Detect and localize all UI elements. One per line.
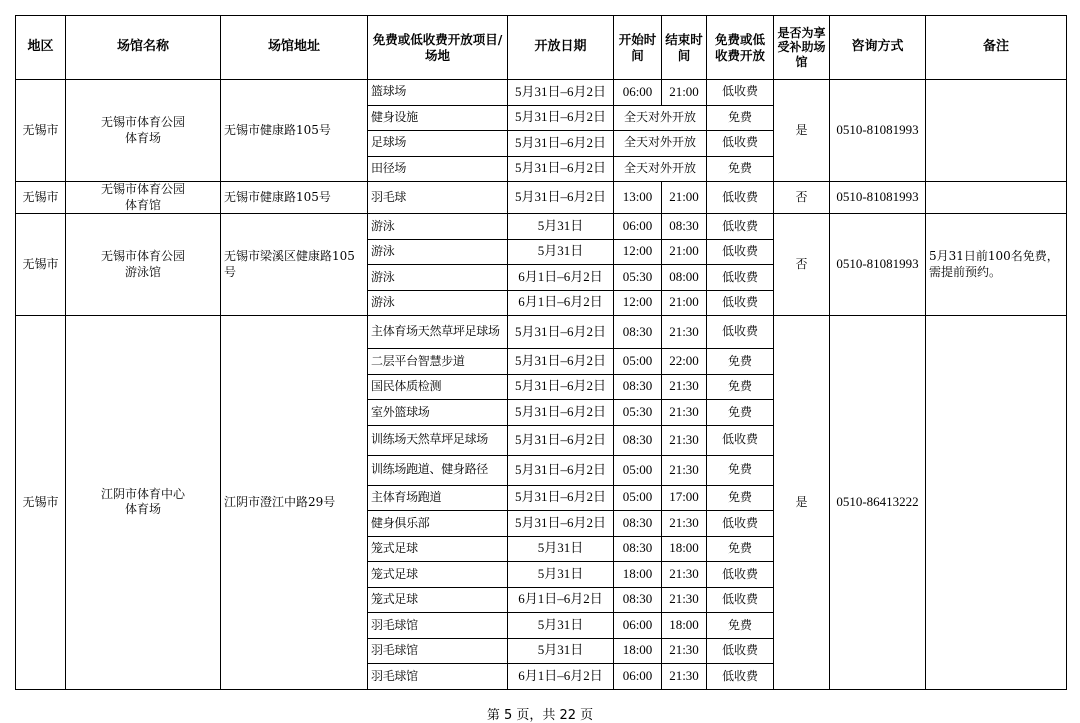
- table-body: [16, 80, 1067, 690]
- fee-type-cell: 免费: [707, 400, 774, 426]
- start-time-cell: 05:30: [614, 265, 662, 291]
- subsidy-cell: 否: [774, 182, 830, 214]
- project-cell: 笼式足球: [368, 562, 508, 588]
- open-date-cell: 5月31日: [508, 638, 614, 664]
- end-time-cell: 21:30: [662, 562, 707, 588]
- fee-type-cell: 低收费: [707, 80, 774, 106]
- open-date-cell: 5月31日–6月2日: [508, 400, 614, 426]
- open-date-cell: 5月31日–6月2日: [508, 316, 614, 349]
- project-cell: 主体育场跑道: [368, 485, 508, 511]
- end-time-cell: 21:30: [662, 374, 707, 400]
- end-time-cell: 21:00: [662, 239, 707, 265]
- region-cell: 无锡市: [16, 214, 66, 316]
- end-time-cell: 22:00: [662, 349, 707, 375]
- remark-cell: 5月31日前100名免费，需提前预约。: [926, 214, 1067, 316]
- region-cell: 无锡市: [16, 80, 66, 182]
- open-date-cell: 5月31日: [508, 562, 614, 588]
- start-time-cell: 12:00: [614, 290, 662, 316]
- fee-type-cell: 免费: [707, 536, 774, 562]
- table-row: [16, 80, 1067, 106]
- header-venue-name: 场馆名称: [66, 16, 221, 80]
- table-row: [16, 316, 1067, 349]
- open-date-cell: 5月31日–6月2日: [508, 80, 614, 106]
- project-cell: 笼式足球: [368, 536, 508, 562]
- project-cell: 主体育场天然草坪足球场: [368, 316, 508, 349]
- open-date-cell: 5月31日: [508, 536, 614, 562]
- end-time-cell: 17:00: [662, 485, 707, 511]
- contact-cell: 0510-81081993: [830, 214, 926, 316]
- fee-type-cell: 低收费: [707, 511, 774, 537]
- project-cell: 羽毛球馆: [368, 664, 508, 690]
- project-cell: 足球场: [368, 131, 508, 157]
- project-cell: 室外篮球场: [368, 400, 508, 426]
- start-time-cell: 08:30: [614, 374, 662, 400]
- start-time-cell: 06:00: [614, 80, 662, 106]
- end-time-cell: 21:30: [662, 400, 707, 426]
- subsidy-cell: 是: [774, 80, 830, 182]
- header-project: 免费或低收费开放项目/场地: [368, 16, 508, 80]
- header-fee-type: 免费或低收费开放: [707, 16, 774, 80]
- venue-name-cell: 无锡市体育公园 体育馆: [66, 182, 221, 214]
- contact-cell: 0510-86413222: [830, 316, 926, 690]
- open-date-cell: 5月31日: [508, 613, 614, 639]
- open-date-cell: 5月31日–6月2日: [508, 374, 614, 400]
- fee-type-cell: 低收费: [707, 131, 774, 157]
- region-cell: 无锡市: [16, 182, 66, 214]
- project-cell: 田径场: [368, 156, 508, 182]
- open-date-cell: 5月31日–6月2日: [508, 156, 614, 182]
- fee-type-cell: 免费: [707, 156, 774, 182]
- venue-name-cell: 无锡市体育公园 游泳馆: [66, 214, 221, 316]
- end-time-cell: 08:00: [662, 265, 707, 291]
- open-date-cell: 5月31日–6月2日: [508, 425, 614, 455]
- venue-name-cell: 无锡市体育公园 体育场: [66, 80, 221, 182]
- contact-cell: 0510-81081993: [830, 182, 926, 214]
- all-day-cell: 全天对外开放: [614, 105, 707, 131]
- start-time-cell: 12:00: [614, 239, 662, 265]
- project-cell: 健身俱乐部: [368, 511, 508, 537]
- end-time-cell: 21:00: [662, 182, 707, 214]
- start-time-cell: 05:00: [614, 455, 662, 485]
- fee-type-cell: 免费: [707, 455, 774, 485]
- fee-type-cell: 低收费: [707, 182, 774, 214]
- start-time-cell: 06:00: [614, 214, 662, 240]
- header-open-date: 开放日期: [508, 16, 614, 80]
- open-date-cell: 5月31日: [508, 239, 614, 265]
- region-cell: 无锡市: [16, 316, 66, 690]
- open-date-cell: 5月31日–6月2日: [508, 511, 614, 537]
- header-region: 地区: [16, 16, 66, 80]
- open-date-cell: 6月1日–6月2日: [508, 664, 614, 690]
- start-time-cell: 08:30: [614, 587, 662, 613]
- end-time-cell: 21:00: [662, 290, 707, 316]
- header-contact: 咨询方式: [830, 16, 926, 80]
- start-time-cell: 06:00: [614, 613, 662, 639]
- end-time-cell: 08:30: [662, 214, 707, 240]
- fee-type-cell: 免费: [707, 105, 774, 131]
- venue-address-cell: 江阴市澄江中路29号: [221, 316, 368, 690]
- fee-type-cell: 低收费: [707, 638, 774, 664]
- header-venue-address: 场馆地址: [221, 16, 368, 80]
- project-cell: 笼式足球: [368, 587, 508, 613]
- project-cell: 游泳: [368, 265, 508, 291]
- start-time-cell: 08:30: [614, 316, 662, 349]
- fee-type-cell: 低收费: [707, 239, 774, 265]
- start-time-cell: 08:30: [614, 536, 662, 562]
- project-cell: 羽毛球: [368, 182, 508, 214]
- project-cell: 游泳: [368, 290, 508, 316]
- project-cell: 游泳: [368, 239, 508, 265]
- open-date-cell: 6月1日–6月2日: [508, 587, 614, 613]
- end-time-cell: 18:00: [662, 536, 707, 562]
- open-date-cell: 5月31日–6月2日: [508, 182, 614, 214]
- start-time-cell: 18:00: [614, 638, 662, 664]
- open-date-cell: 5月31日: [508, 214, 614, 240]
- header-end-time: 结束时间: [662, 16, 707, 80]
- header-row: [16, 16, 1067, 80]
- project-cell: 国民体质检测: [368, 374, 508, 400]
- project-cell: 游泳: [368, 214, 508, 240]
- start-time-cell: 05:30: [614, 400, 662, 426]
- open-date-cell: 5月31日–6月2日: [508, 131, 614, 157]
- fee-type-cell: 免费: [707, 485, 774, 511]
- project-cell: 训练场天然草坪足球场: [368, 425, 508, 455]
- venue-address-cell: 无锡市梁溪区健康路105号: [221, 214, 368, 316]
- end-time-cell: 21:30: [662, 638, 707, 664]
- fee-type-cell: 免费: [707, 374, 774, 400]
- open-date-cell: 6月1日–6月2日: [508, 265, 614, 291]
- end-time-cell: 21:30: [662, 664, 707, 690]
- venue-name-cell: 江阴市体育中心 体育场: [66, 316, 221, 690]
- fee-type-cell: 低收费: [707, 425, 774, 455]
- fee-type-cell: 低收费: [707, 214, 774, 240]
- start-time-cell: 06:00: [614, 664, 662, 690]
- end-time-cell: 21:30: [662, 316, 707, 349]
- venue-address-cell: 无锡市健康路105号: [221, 80, 368, 182]
- open-date-cell: 6月1日–6月2日: [508, 290, 614, 316]
- table-row: [16, 214, 1067, 240]
- project-cell: 羽毛球馆: [368, 613, 508, 639]
- fee-type-cell: 低收费: [707, 265, 774, 291]
- project-cell: 羽毛球馆: [368, 638, 508, 664]
- project-cell: 篮球场: [368, 80, 508, 106]
- start-time-cell: 05:00: [614, 485, 662, 511]
- fee-type-cell: 低收费: [707, 316, 774, 349]
- end-time-cell: 21:30: [662, 511, 707, 537]
- header-remark: 备注: [926, 16, 1067, 80]
- open-date-cell: 5月31日–6月2日: [508, 485, 614, 511]
- fee-type-cell: 低收费: [707, 562, 774, 588]
- fee-type-cell: 低收费: [707, 664, 774, 690]
- remark-cell: [926, 182, 1067, 214]
- open-date-cell: 5月31日–6月2日: [508, 349, 614, 375]
- end-time-cell: 21:30: [662, 587, 707, 613]
- venue-table: [15, 15, 1067, 690]
- subsidy-cell: 是: [774, 316, 830, 690]
- subsidy-cell: 否: [774, 214, 830, 316]
- end-time-cell: 18:00: [662, 613, 707, 639]
- project-cell: 二层平台智慧步道: [368, 349, 508, 375]
- end-time-cell: 21:00: [662, 80, 707, 106]
- all-day-cell: 全天对外开放: [614, 131, 707, 157]
- table-row: [16, 182, 1067, 214]
- fee-type-cell: 免费: [707, 349, 774, 375]
- header-subsidy: 是否为享受补助场馆: [774, 16, 830, 80]
- end-time-cell: 21:30: [662, 455, 707, 485]
- fee-type-cell: 低收费: [707, 290, 774, 316]
- header-start-time: 开始时间: [614, 16, 662, 80]
- start-time-cell: 08:30: [614, 511, 662, 537]
- all-day-cell: 全天对外开放: [614, 156, 707, 182]
- project-cell: 训练场跑道、健身路径: [368, 455, 508, 485]
- venue-address-cell: 无锡市健康路105号: [221, 182, 368, 214]
- page-footer: 第 5 页，共 22 页: [486, 708, 594, 723]
- open-date-cell: 5月31日–6月2日: [508, 105, 614, 131]
- start-time-cell: 13:00: [614, 182, 662, 214]
- open-date-cell: 5月31日–6月2日: [508, 455, 614, 485]
- end-time-cell: 21:30: [662, 425, 707, 455]
- start-time-cell: 05:00: [614, 349, 662, 375]
- remark-cell: [926, 80, 1067, 182]
- start-time-cell: 08:30: [614, 425, 662, 455]
- fee-type-cell: 低收费: [707, 587, 774, 613]
- start-time-cell: 18:00: [614, 562, 662, 588]
- contact-cell: 0510-81081993: [830, 80, 926, 182]
- remark-cell: [926, 316, 1067, 690]
- project-cell: 健身设施: [368, 105, 508, 131]
- fee-type-cell: 免费: [707, 613, 774, 639]
